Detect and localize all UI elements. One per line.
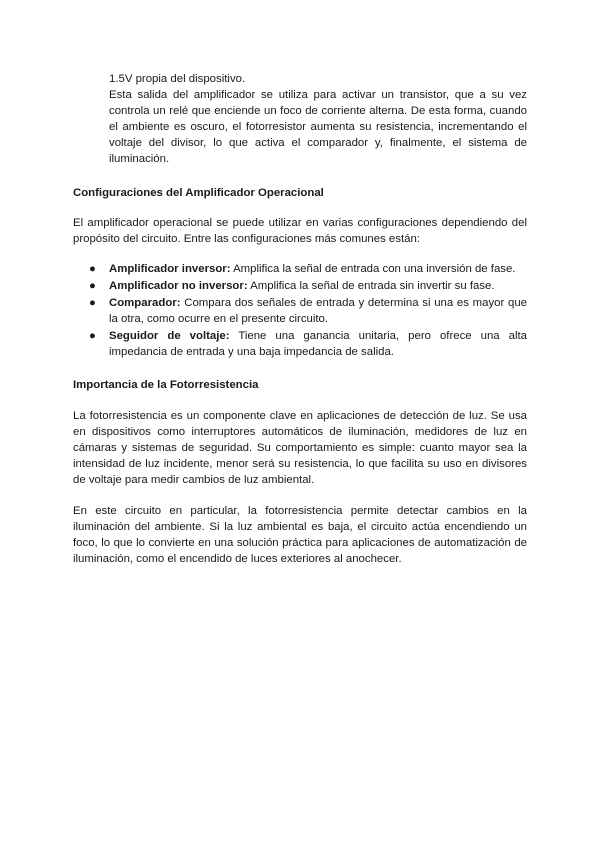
list-item-term: Amplificador no inversor:	[109, 279, 248, 292]
list-item-term: Comparador:	[109, 297, 181, 310]
configurations-list	[73, 261, 527, 361]
bullet-icon: ●	[89, 297, 96, 310]
bullet-icon: ●	[89, 279, 96, 292]
bullet-icon: ●	[89, 262, 96, 275]
list-item	[73, 278, 527, 294]
list-item	[73, 328, 527, 360]
list-item	[73, 261, 527, 277]
list-item-term: Amplificador inversor:	[109, 262, 231, 275]
intro-line: 1.5V propia del dispositivo.	[109, 73, 246, 85]
document-page	[73, 71, 527, 582]
section-paragraph-fotorresistencia-1: La fotorresistencia es un componente clave en aplicaciones de detección de luz. Se usa en dispositivos como interruptores automáticos de iluminación, medidores de luz en cámaras y sistemas de seguridad. Su comportamiento es simple: cuanto mayor sea la intensidad de luz incidente, menor será su resistencia, lo que facilita su uso en divisores de voltaje para medir cambios de luz ambiental.	[73, 409, 527, 486]
intro-paragraph: Esta salida del amplificador se utiliza para activar un transistor, que a su vez controla un relé que enciende un foco de corriente alterna. De esta forma, cuando el ambiente es oscuro, el fotorresistor aumenta su resistencia, incrementando el voltaje del divisor, lo que activa el comparador y, finalmente, el sistema de iluminación.	[109, 89, 527, 166]
list-item	[73, 295, 527, 327]
section-heading-fotorresistencia: Importancia de la Fotorresistencia	[73, 379, 259, 392]
list-item-text: Amplifica la señal de entrada con una inversión de fase.	[230, 262, 516, 275]
section-paragraph-amplificador: El amplificador operacional se puede utilizar en varias configuraciones dependiendo del propósito del circuito. Entre las configuraciones más comunes están:	[73, 216, 527, 245]
list-item-term: Seguidor de voltaje:	[109, 330, 230, 343]
section-paragraph-fotorresistencia-2: En este circuito en particular, la fotorresistencia permite detectar cambios en la iluminación del ambiente. Si la luz ambiental es baja, el circuito actúa encendiendo un foco, lo que lo convierte en una solución práctica para aplicaciones de automatización de iluminación, como el encendido de luces exteriores al anochecer.	[73, 504, 527, 566]
list-item-text: Amplifica la señal de entrada sin invertir su fase.	[247, 279, 495, 292]
list-item-text: Compara dos señales de entrada y determina si una es mayor que la otra, como ocurre en el presente circuito.	[109, 297, 527, 326]
section-heading-amplificador: Configuraciones del Amplificador Operacional	[73, 186, 324, 199]
list-item-text: Tiene una ganancia unitaria, pero ofrece una alta impedancia de entrada y una baja impedancia de salida.	[109, 330, 527, 359]
bullet-icon: ●	[89, 330, 96, 343]
